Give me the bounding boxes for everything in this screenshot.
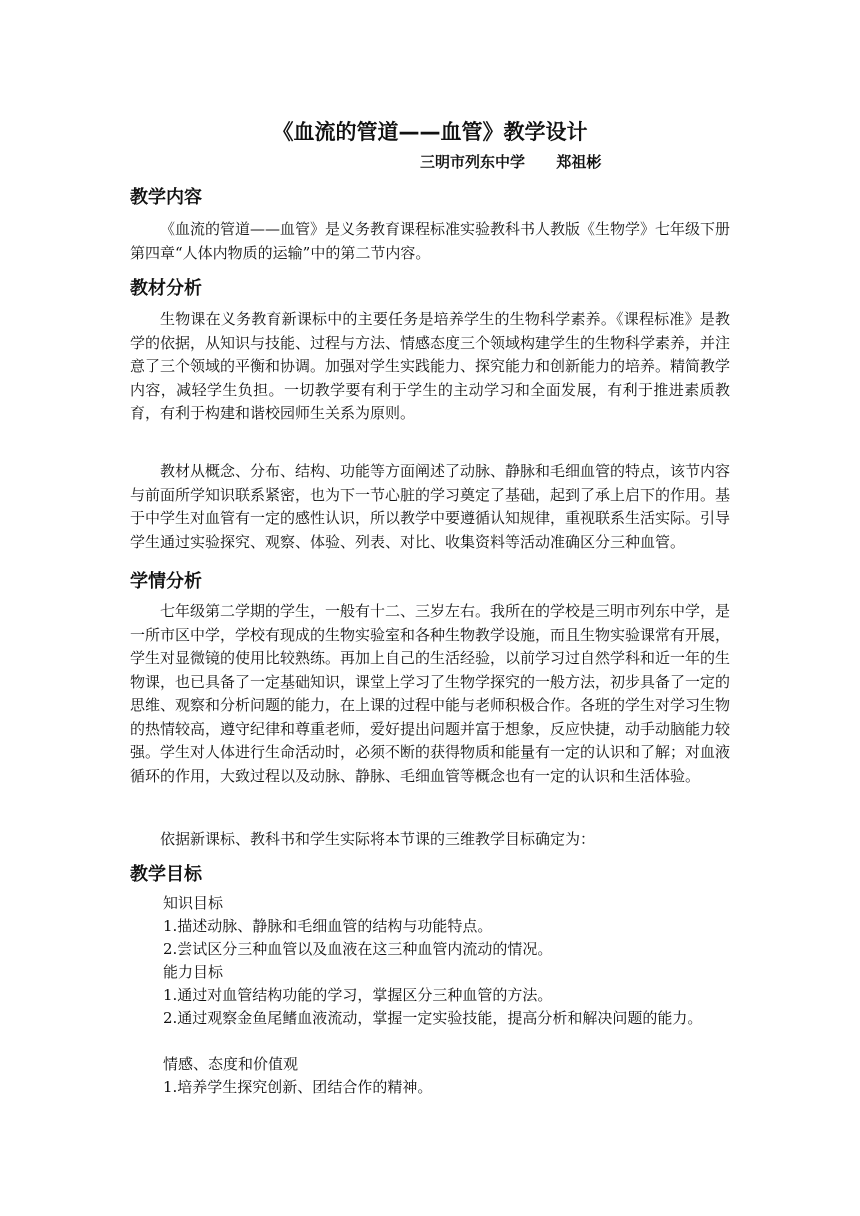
heading-students: 学情分析 (130, 571, 202, 592)
paragraph-analysis-2: 教材从概念、分布、结构、功能等方面阐述了动脉、静脉和毛细血管的特点，该节内容与前面所学知识联系紧密，也为下一节心脏的学习奠定了基础，起到了承上启下的作用。基于中学生对血管有一定的感性认识，所以教学中要遵循认知规律，重视联系生活实际。引导学生通过实验探究、观察、体验、列表、对比、收集资料等活动准确区分三种血管。 (130, 462, 731, 551)
document-title: 《血流的管道——血管》教学设计 (272, 120, 588, 144)
ability-goals-label: 能力目标 (163, 963, 224, 981)
paragraph-content: 《血流的管道——血管》是义务教育课程标准实验教科书人教版《生物学》七年级下册第四章“人体内物质的运输”中的第二节内容。 (130, 220, 731, 262)
paragraph-analysis-1: 生物课在义务教育新课标中的主要任务是培养学生的生物科学素养。《课程标准》是教学的依据，从知识与技能、过程与方法、情感态度三个领域构建学生的生物科学素养，并注意了三个领域的平衡和协调。加强对学生实践能力、探究能力和创新能力的培养。精简教学内容，减轻学生负担。一切教学要有利于学生的主动学习和全面发展，有利于推进素质教育，有利于构建和谐校园师生关系为原则。 (130, 310, 731, 422)
ability-goal-2: 2.通过观察金鱼尾鳍血液流动，掌握一定实验技能，提高分析和解决问题的能力。 (163, 1009, 703, 1027)
emotion-goal-1: 1.培养学生探究创新、团结合作的精神。 (163, 1078, 433, 1096)
knowledge-goal-2: 2.尝试区分三种血管以及血液在这三种血管内流动的情况。 (163, 940, 553, 958)
heading-content: 教学内容 (130, 187, 202, 208)
paragraph-students-2: 依据新课标、教科书和学生实际将本节课的三维教学目标确定为： (160, 830, 596, 848)
heading-goals: 教学目标 (130, 864, 202, 885)
ability-goal-1: 1.通过对血管结构功能的学习，掌握区分三种血管的方法。 (163, 986, 553, 1004)
author-line: 三明市列东中学 郑祖彬 (420, 153, 602, 171)
heading-analysis: 教材分析 (130, 278, 202, 299)
knowledge-goals-label: 知识目标 (163, 894, 224, 912)
paragraph-students-1: 七年级第二学期的学生，一般有十二、三岁左右。我所在的学校是三明市列东中学，是一所市区中学，学校有现成的生物实验室和各种生物教学设施，而且生物实验课常有开展，学生对显微镜的使用比较熟练。再加上自己的生活经验，以前学习过自然学科和近一年的生物课，也已具备了一定基础知识，课堂上学习了生物学探究的一般方法，初步具备了一定的思维、观察和分析问题的能力，在上课的过程中能与老师积极合作。各班的学生对学习生物的热情较高，遵守纪律和尊重老师，爱好提出问题并富于想象，反应快捷，动手动脑能力较强。学生对人体进行生命活动时，必须不断的获得物质和能量有一定的认识和了解；对血液循环的作用，大致过程以及动脉、静脉、毛细血管等概念也有一定的认识和生活体验。 (130, 602, 731, 785)
knowledge-goal-1: 1.描述动脉、静脉和毛细血管的结构与功能特点。 (163, 917, 493, 935)
emotion-goals-label: 情感、态度和价值观 (163, 1055, 299, 1073)
